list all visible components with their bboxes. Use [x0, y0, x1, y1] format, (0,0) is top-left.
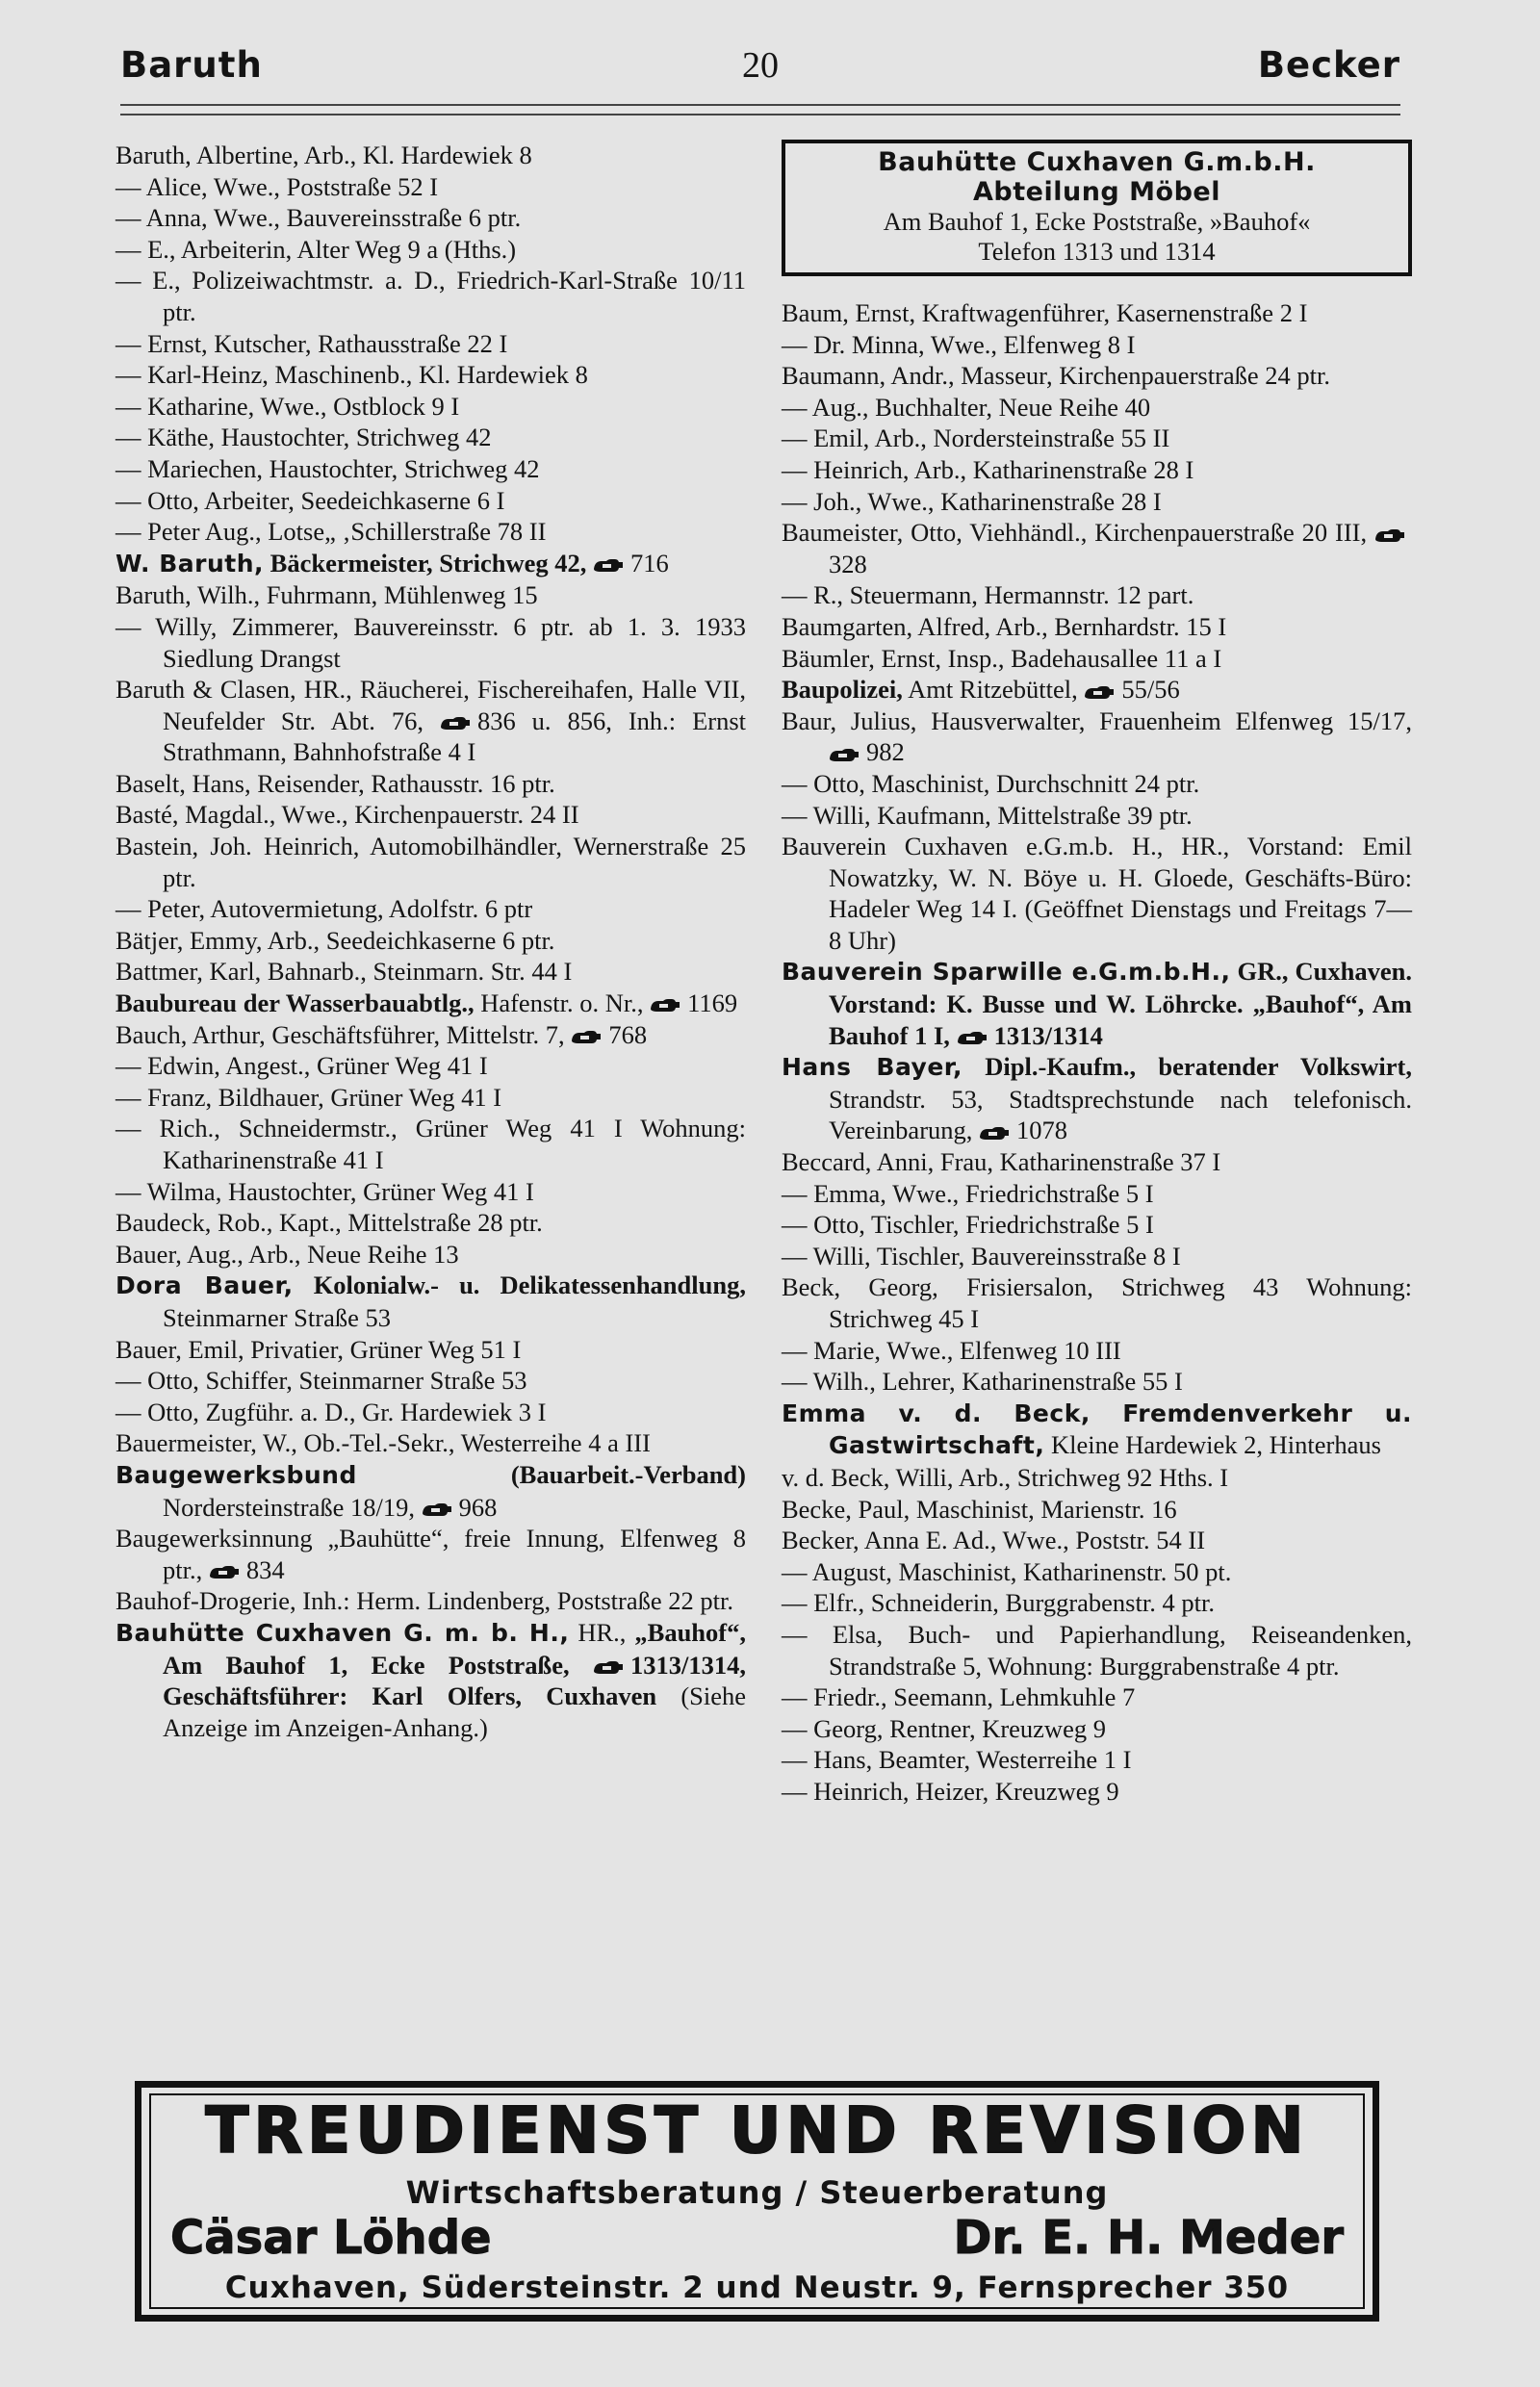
entry-text: — Heinrich, Heizer, Kreuzweg 9	[782, 1776, 1119, 1806]
directory-entry	[116, 202, 746, 234]
header-first-name: Baruth	[120, 44, 263, 86]
entry-text: — Friedr., Seemann, Lehmkuhle 7	[782, 1682, 1136, 1712]
ad-name-right: Dr. E. H. Meder	[953, 2211, 1344, 2265]
directory-entry	[782, 486, 1412, 518]
directory-entry	[782, 454, 1412, 486]
entry-text: Bauer, Aug., Arb., Neue Reihe 13	[116, 1239, 459, 1269]
entry-bold-text: „Bauhof“, Am Bauhof 1, Ecke Poststraße,	[163, 1617, 746, 1680]
entry-text: — Otto, Schiffer, Steinmarner Straße 53	[116, 1366, 527, 1396]
entry-text: Becker, Anna E. Ad., Wwe., Poststr. 54 II	[782, 1526, 1206, 1555]
entry-text: Baumgarten, Alfred, Arb., Bernhardstr. 15 I	[782, 611, 1227, 641]
directory-entry	[116, 1239, 746, 1270]
entry-name-bold: Emma v. d. Beck, Fremdenverkehr u. Gastwirtschaft,	[782, 1399, 1412, 1460]
directory-entry	[116, 1427, 746, 1459]
entry-text: Baum, Ernst, Kraftwagenführer, Kasernenstraße 2 I	[782, 298, 1308, 327]
entry-bold-text: Baubureau der Wasserbauabtlg.,	[116, 988, 475, 1018]
header-rule-top	[120, 104, 1400, 106]
directory-entry	[782, 1744, 1412, 1776]
entry-text: — Katharine, Wwe., Ostblock 9 I	[116, 391, 460, 421]
entry-text: — Georg, Rentner, Kreuzweg 9	[782, 1713, 1106, 1743]
box-title: Bauhütte Cuxhaven G.m.b.H.	[878, 147, 1316, 177]
entry-text: — Wilh., Lehrer, Katharinenstraße 55 I	[782, 1367, 1183, 1397]
entry-text: Bauermeister, W., Ob.-Tel.-Sekr., Westerreihe 4 a III	[116, 1428, 651, 1458]
left-column	[116, 140, 746, 1743]
entry-text: — Marie, Wwe., Elfenweg 10 III	[782, 1335, 1121, 1365]
entry-text: — Willi, Kaufmann, Mittelstraße 39 ptr.	[782, 800, 1193, 830]
directory-entry	[782, 1366, 1412, 1398]
box-telephone: Telefon 1313 und 1314	[978, 237, 1216, 266]
entry-text: — Peter, Autovermietung, Adolfstr. 6 ptr	[116, 894, 533, 924]
entry-text-after: 768	[608, 1019, 648, 1049]
entry-text: — Otto, Zugführ. a. D., Gr. Hardewiek 3 I	[116, 1397, 547, 1426]
directory-entry	[116, 1082, 746, 1114]
entry-text: Bastein, Joh. Heinrich, Automobilhändler, Wernerstraße 25 ptr.	[116, 832, 746, 892]
entry-text-after: 968	[458, 1492, 498, 1522]
entry-bold-text: (Bauarbeit.-Verband)	[510, 1459, 746, 1489]
telephone-icon	[1374, 528, 1405, 543]
entry-text: Baugewerksinnung „Bauhütte“, freie Innung, Elfenweg 8 ptr.,	[116, 1524, 746, 1584]
entry-text: Bauverein Cuxhaven e.G.m.b. H., HR., Vorstand: Emil Nowatzky, W. N. Böye u. H. Gloede, Geschäfts-Büro: Hadeler Weg 14 I. (Geöffnet Dienstags und Freitags 7—8 Uhr)	[782, 832, 1412, 955]
entry-text: — Willi, Tischler, Bauvereinsstraße 8 I	[782, 1241, 1181, 1270]
entry-text: — E., Polizeiwachtmstr. a. D., Friedrich-Karl-Straße 10/11 ptr.	[116, 266, 746, 326]
directory-entry	[116, 1176, 746, 1208]
telephone-icon	[209, 1565, 240, 1579]
directory-entry	[782, 643, 1412, 675]
furniture-advert-box	[782, 140, 1412, 276]
entry-text: — Emil, Arb., Nordersteinstraße 55 II	[782, 424, 1170, 453]
directory-entry	[782, 1556, 1412, 1588]
entry-name-bold: Hans Bayer,	[782, 1053, 962, 1082]
entry-text: — Heinrich, Arb., Katharinenstraße 28 I	[782, 454, 1194, 484]
entry-text: Becke, Paul, Maschinist, Marienstr. 16	[782, 1494, 1177, 1524]
directory-entry	[782, 768, 1412, 800]
entry-text: — Wilma, Haustochter, Grüner Weg 41 I	[116, 1176, 534, 1206]
directory-entry	[782, 706, 1412, 768]
directory-entry	[782, 831, 1412, 956]
box-address: Am Bauhof 1, Ecke Poststraße, »Bauhof«	[883, 207, 1311, 236]
entry-text: — Mariechen, Haustochter, Strichweg 42	[116, 453, 540, 483]
entry-text: Hafenstr. o. Nr.,	[480, 988, 644, 1018]
page-header	[120, 40, 1400, 90]
directory-entry	[782, 1462, 1412, 1494]
directory-entry	[116, 453, 746, 485]
directory-entry	[116, 768, 746, 800]
directory-entry	[116, 391, 746, 423]
directory-entry	[116, 1397, 746, 1428]
entry-text: Basté, Magdal., Wwe., Kirchenpauerstr. 24 II	[116, 800, 579, 830]
directory-entry	[782, 1209, 1412, 1241]
entry-text-after: 716	[630, 548, 669, 578]
directory-entry	[782, 1271, 1412, 1334]
directory-entry	[116, 359, 746, 391]
entry-text: — Rich., Schneidermstr., Grüner Weg 41 I Wohnung: Katharinenstraße 41 I	[116, 1114, 746, 1174]
telephone-icon	[571, 1030, 602, 1044]
entry-name-bold: Baugewerksbund	[116, 1460, 357, 1489]
entry-text: Amt Ritzebüttel,	[908, 675, 1078, 705]
entry-text: Bätjer, Emmy, Arb., Seedeichkaserne 6 ptr.	[116, 925, 555, 955]
directory-entry	[782, 674, 1412, 706]
entry-text: — Peter Aug., Lotse„ ‚Schillerstraße 78 II	[116, 517, 547, 547]
entry-text: Beck, Georg, Frisiersalon, Strichweg 43 Wohnung: Strichweg 45 I	[782, 1272, 1412, 1333]
directory-entry	[116, 328, 746, 360]
entry-text-after: Nordersteinstraße 18/19,	[163, 1492, 416, 1522]
entry-text: — Elfr., Schneiderin, Burggrabenstr. 4 ptr.	[782, 1588, 1215, 1618]
directory-entry	[782, 1335, 1412, 1367]
entry-text: Bauhof-Drogerie, Inh.: Herm. Lindenberg, Poststraße 22 ptr.	[116, 1586, 733, 1616]
box-subtitle: Abteilung Möbel	[973, 177, 1220, 207]
directory-entry	[116, 893, 746, 925]
telephone-icon	[650, 998, 680, 1013]
directory-entry	[116, 1050, 746, 1082]
directory-entry	[782, 1146, 1412, 1178]
entry-text: Baur, Julius, Hausverwalter, Frauenheim Elfenweg 15/17,	[782, 706, 1412, 735]
entry-text: — E., Arbeiterin, Alter Weg 9 a (Hths.)	[116, 234, 517, 264]
directory-entry	[782, 1398, 1412, 1462]
directory-entry	[782, 1619, 1412, 1681]
entry-text-after: 834	[245, 1554, 285, 1584]
directory-entry	[782, 956, 1412, 1051]
directory-entry	[782, 1525, 1412, 1556]
entry-text: — Joh., Wwe., Katharinenstraße 28 I	[782, 486, 1162, 516]
entry-text: Baumann, Andr., Masseur, Kirchenpauerstraße 24 ptr.	[782, 361, 1331, 391]
directory-entry	[116, 611, 746, 674]
entry-name-bold: Bauhütte Cuxhaven G. m. b. H.,	[116, 1618, 570, 1647]
entry-text: — Emma, Wwe., Friedrichstraße 5 I	[782, 1178, 1154, 1208]
entry-text: Baumeister, Otto, Viehhändl., Kirchenpauerstraße 20 III,	[782, 518, 1368, 548]
directory-entry	[116, 1617, 746, 1743]
telephone-icon	[440, 716, 471, 731]
entry-name-bold: Dora Bauer,	[116, 1271, 294, 1300]
entry-text-after: Steinmarner Straße 53	[163, 1302, 391, 1332]
entry-text: — Otto, Maschinist, Durchschnitt 24 ptr.	[782, 768, 1200, 798]
directory-entry	[116, 171, 746, 203]
directory-entry	[116, 140, 746, 171]
entry-bold-text: Kolonialw.- u. Delikatessenhandlung,	[313, 1270, 746, 1300]
entry-text: — August, Maschinist, Katharinenstr. 50 pt.	[782, 1556, 1232, 1586]
directory-entry	[782, 297, 1412, 329]
page-number: 20	[742, 45, 779, 86]
entry-text: — Otto, Arbeiter, Seedeichkaserne 6 I	[116, 485, 505, 515]
entry-text: — R., Steuermann, Hermannstr. 12 part.	[782, 580, 1194, 610]
entry-text: — Karl-Heinz, Maschinenb., Kl. Hardewiek 8	[116, 360, 588, 390]
directory-entry	[116, 925, 746, 957]
directory-entry	[782, 1681, 1412, 1713]
directory-entry	[782, 517, 1412, 579]
entry-bold-text: Baupolizei,	[782, 675, 903, 705]
directory-entry	[116, 1334, 746, 1366]
header-last-name: Becker	[1257, 44, 1400, 86]
right-entries	[782, 297, 1412, 1808]
directory-entry	[782, 611, 1412, 643]
entry-text: Beccard, Anni, Frau, Katharinenstraße 37 I	[782, 1147, 1221, 1177]
entry-text: — Aug., Buchhalter, Neue Reihe 40	[782, 392, 1151, 422]
entry-text: — Franz, Bildhauer, Grüner Weg 41 I	[116, 1082, 502, 1112]
ad-name-left: Cäsar Löhde	[170, 2211, 492, 2265]
ad-title: TREUDIENST UND REVISION	[205, 2093, 1309, 2168]
directory-entry	[116, 1207, 746, 1239]
directory-entry	[116, 1585, 746, 1617]
entry-name-bold: W. Baruth,	[116, 549, 265, 578]
entry-text: Bauer, Emil, Privatier, Grüner Weg 51 I	[116, 1334, 522, 1364]
entry-text-after: 1078	[1016, 1116, 1068, 1145]
directory-entry	[782, 1587, 1412, 1619]
telephone-icon	[422, 1502, 452, 1517]
directory-entry	[782, 579, 1412, 611]
ad-subtitle: Wirtschaftsberatung / Steuerberatung	[405, 2174, 1109, 2211]
header-rule-bottom	[120, 114, 1400, 116]
entry-text-after: 836 u. 856, Inh.: Ernst Strathmann, Bahnhofstraße 4 I	[163, 706, 747, 767]
directory-entry	[116, 956, 746, 988]
ad-address: Cuxhaven, Südersteinstr. 2 und Neustr. 9, Fernsprecher 350	[224, 2271, 1290, 2305]
entry-bold-text: 1313/1314, Geschäftsführer: Karl Olfers, Cuxhaven	[163, 1650, 746, 1711]
telephone-icon	[829, 748, 860, 762]
entry-text: Baruth, Albertine, Arb., Kl. Hardewiek 8	[116, 141, 532, 169]
entry-text: — Dr. Minna, Wwe., Elfenweg 8 I	[782, 329, 1136, 359]
directory-entry	[782, 800, 1412, 832]
directory-entry	[116, 422, 746, 453]
directory-entry	[116, 1459, 746, 1523]
telephone-icon	[593, 558, 624, 573]
entry-text: Battmer, Karl, Bahnarb., Steinmarn. Str. 44 I	[116, 957, 573, 987]
entry-text-after: 1169	[687, 988, 738, 1018]
entry-text: — Elsa, Buch- und Papierhandlung, Reiseandenken, Strandstraße 5, Wohnung: Burggrabenstraße 4 ptr.	[782, 1619, 1412, 1681]
entry-bold-text: Bäckermeister, Strichweg 42,	[270, 548, 587, 578]
directory-entry	[116, 485, 746, 517]
telephone-icon	[979, 1126, 1010, 1141]
entry-text: Baselt, Hans, Reisender, Rathausstr. 16 ptr.	[116, 768, 555, 798]
directory-entry	[782, 1494, 1412, 1526]
telephone-icon	[957, 1031, 988, 1045]
directory-entry	[116, 1113, 746, 1175]
entry-bold-text: Dipl.-Kaufm., beratender Volkswirt,	[985, 1052, 1412, 1082]
directory-entry	[116, 1019, 746, 1051]
entry-text-after: HR.,	[578, 1617, 627, 1647]
entry-text: Bauch, Arthur, Geschäftsführer, Mittelstr. 7,	[116, 1019, 565, 1049]
entry-text: — Alice, Wwe., Poststraße 52 I	[116, 171, 439, 201]
entry-text: Baudeck, Rob., Kapt., Mittelstraße 28 ptr.	[116, 1208, 543, 1238]
directory-entry	[782, 1051, 1412, 1146]
directory-entry	[116, 1523, 746, 1585]
directory-entry	[782, 1776, 1412, 1808]
entry-text: — Willy, Zimmerer, Bauvereinsstr. 6 ptr. ab 1. 3. 1933 Siedlung Drangst	[116, 611, 746, 673]
directory-entry	[782, 329, 1412, 361]
entry-text: — Otto, Tischler, Friedrichstraße 5 I	[782, 1210, 1154, 1240]
directory-entry	[116, 265, 746, 327]
directory-entry	[782, 1241, 1412, 1272]
directory-entry	[116, 1270, 746, 1333]
entry-text: Baruth & Clasen, HR., Räucherei, Fischereihafen, Halle VII, Neufelder Str. Abt. 76,	[116, 675, 746, 735]
entry-text: — Edwin, Angest., Grüner Weg 41 I	[116, 1051, 488, 1081]
directory-entry	[782, 423, 1412, 454]
entry-name-bold: Bauverein Sparwille e.G.m.b.H.,	[782, 958, 1231, 987]
telephone-icon	[1084, 685, 1115, 700]
directory-entry	[116, 516, 746, 548]
entry-text: — Käthe, Haustochter, Strichweg 42	[116, 423, 492, 452]
entry-text-after: (Siehe Anzeige im Anzeigen-Anhang.)	[163, 1681, 747, 1742]
entry-text-after: Kleine Hardewiek 2, Hinterhaus	[1051, 1430, 1381, 1460]
directory-entry	[782, 1178, 1412, 1210]
right-column	[782, 140, 1412, 1808]
entry-text: — Hans, Beamter, Westerreihe 1 I	[782, 1745, 1132, 1775]
entry-text: v. d. Beck, Willi, Arb., Strichweg 92 Hths. I	[782, 1462, 1229, 1492]
directory-entry	[116, 674, 746, 768]
directory-entry	[116, 548, 746, 580]
entry-text-after: 982	[866, 737, 905, 767]
entry-text: Bäumler, Ernst, Insp., Badehausallee 11 a I	[782, 643, 1222, 673]
entry-text-after: 328	[829, 549, 867, 578]
directory-entry	[116, 988, 746, 1019]
directory-entry	[116, 579, 746, 611]
directory-entry	[782, 392, 1412, 424]
directory-entry	[116, 1365, 746, 1397]
entry-text-after: 55/56	[1121, 675, 1180, 705]
directory-entry	[782, 360, 1412, 392]
directory-entry	[116, 799, 746, 831]
entry-text: Baruth, Wilh., Fuhrmann, Mühlenweg 15	[116, 580, 538, 610]
directory-entry	[116, 234, 746, 266]
entry-text: — Anna, Wwe., Bauvereinsstraße 6 ptr.	[116, 203, 522, 233]
bottom-advertisement	[135, 2081, 1379, 2322]
entry-bold-text: 1313/1314	[993, 1020, 1103, 1050]
directory-entry	[116, 831, 746, 893]
entry-text-after: Strandstr. 53, Stadtsprechstunde nach telefonisch. Vereinbarung,	[829, 1084, 1412, 1145]
directory-entry	[782, 1713, 1412, 1745]
entry-bold-text: GR., Cuxhaven. Vorstand: K. Busse und W. Löhrcke. „Bauhof“, Am Bauhof 1 I,	[829, 957, 1412, 1050]
entry-text: — Ernst, Kutscher, Rathausstraße 22 I	[116, 328, 508, 358]
telephone-icon	[593, 1660, 624, 1675]
